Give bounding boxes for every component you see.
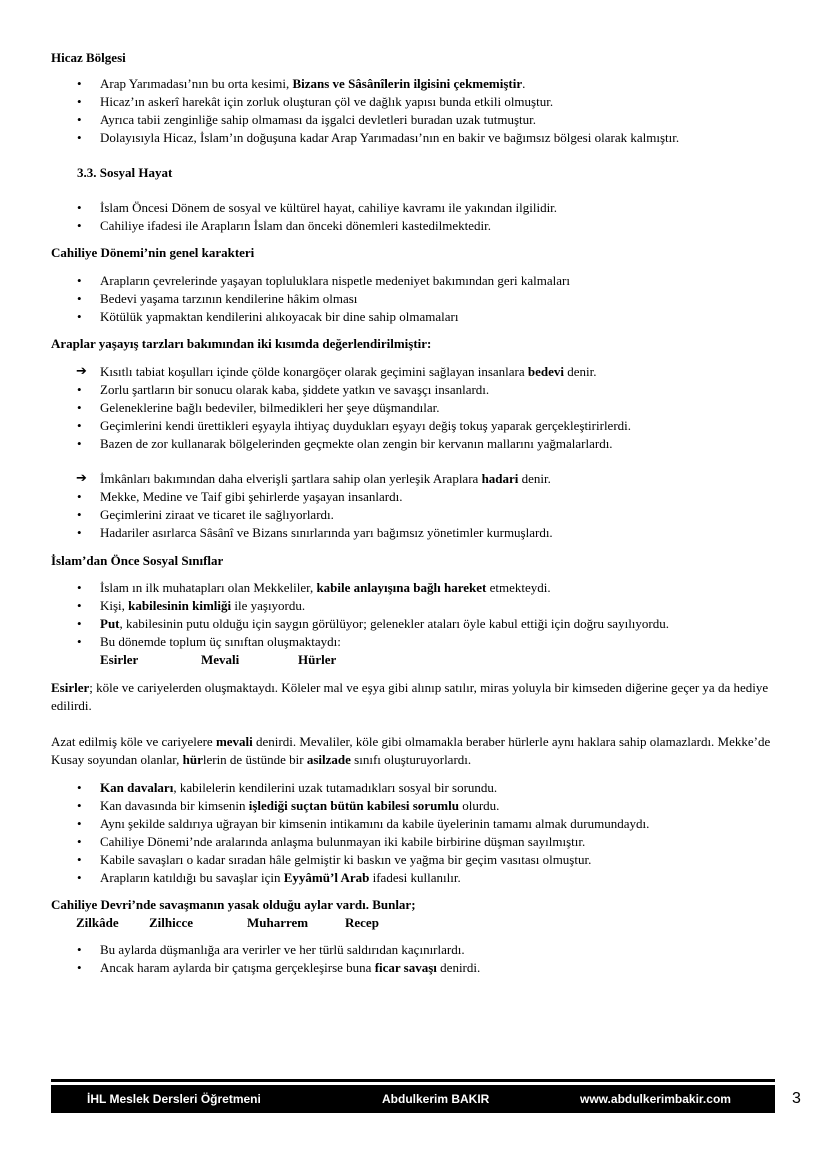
- bold-text: işlediği suçtan bütün kabilesi sorumlu: [248, 798, 459, 813]
- list-item: • Cahiliye Dönemi’nde aralarında anlaşma bulunmayan iki kabile birbirine düşman sayılmıştır.: [51, 833, 781, 851]
- section-title-hicaz: Hicaz Bölgesi: [51, 50, 126, 65]
- list-item: • Dolayısıyla Hicaz, İslam’ın doğuşuna kadar Arap Yarımadası’nın en bakir ve bağımsız bölgesi olarak kalmıştır.: [51, 129, 781, 147]
- list-item: • Arapların çevrelerinde yaşayan topluluklara nispetle medeniyet bakımından geri kalmaları: [51, 272, 781, 290]
- month-zilkade: Zilkâde: [76, 915, 119, 930]
- text: Ancak haram aylarda bir çatışma gerçekleşirse buna: [100, 960, 375, 975]
- list-item: [51, 959, 781, 977]
- text: ; köle ve cariyelerden oluşmaktaydı. Köleler mal ve eşya gibi alınıp satılır, miras yoluyla bir kimseden diğerine geçer ya da hediye edilirdi.: [51, 680, 769, 713]
- text: ile yaşıyordu.: [231, 598, 306, 613]
- list-item: • İslam Öncesi Dönem de sosyal ve kültürel hayat, cahiliye kavramı ile yakından ilgilidir.: [51, 199, 781, 217]
- list-item: [51, 579, 781, 597]
- section-title-social-life: 3.3. Sosyal Hayat: [77, 165, 173, 180]
- list-item: [51, 615, 781, 633]
- bold-text: hür: [182, 752, 203, 767]
- bedevi-list: [51, 363, 781, 453]
- month-zilhicce: Zilhicce: [149, 915, 194, 930]
- bold-text: kabilesinin kimliği: [128, 598, 232, 613]
- footer-author-title: İHL Meslek Dersleri Öğretmeni: [87, 1092, 261, 1106]
- text: , kabilesinin putu olduğu için saygın görülüyor; gelenekler ataları öyle kabul ettiği için doğru sayılıyordu.: [119, 616, 669, 631]
- list-item: • Hicaz’ın askerî harekât için zorluk oluşturan çöl ve dağlık yapısı bunda etkili olmuştur.: [51, 93, 781, 111]
- hicaz-list: [51, 75, 781, 147]
- list-item: • Kötülük yapmaktan kendilerini alıkoyacak bir dine sahip olmamaları: [51, 308, 781, 326]
- month-names: [51, 914, 781, 932]
- bold-text: Esirler: [51, 680, 90, 695]
- text: lerin de üstünde bir: [202, 752, 307, 767]
- footer-website-link[interactable]: www.abdulkerimbakir.com: [580, 1092, 731, 1106]
- text: etmekteydi.: [486, 580, 551, 595]
- list-item: • Kabile savaşları o kadar sıradan hâle gelmiştir ki baskın ve yağma bir geçim vasıtası olmuştur.: [51, 851, 781, 869]
- arrow-item: [51, 470, 781, 488]
- list-item: • Geçimlerini ziraat ve ticaret ile sağlıyorlardı.: [51, 506, 781, 524]
- text: denir.: [564, 364, 597, 379]
- list-item: • Bazen de zor kullanarak bölgelerinden geçmekte olan zengin bir kervanın mallarını yağmalarlardı.: [51, 435, 781, 453]
- text: İslam ın ilk muhatapları olan Mekkeliler,: [100, 580, 317, 595]
- month-muharrem: Muharrem: [247, 915, 309, 930]
- text: Kan davasında bir kimsenin: [100, 798, 249, 813]
- text: Kişi,: [100, 598, 129, 613]
- footer-rule: [51, 1079, 775, 1082]
- text: .: [522, 76, 526, 91]
- paragraph-mevali: [51, 733, 781, 769]
- bold-text: Kan davaları: [100, 780, 174, 795]
- list-item: • Bu dönemde toplum üç sınıftan oluşmaktaydı:: [51, 633, 781, 651]
- class-hurler: Hürler: [298, 652, 337, 667]
- class-names: [51, 651, 781, 669]
- paragraph-esirler: [51, 679, 781, 715]
- bold-text: hadari: [481, 471, 519, 486]
- social-classes-list: [51, 579, 781, 651]
- bold-text: Put: [100, 616, 120, 631]
- text: olurdu.: [458, 798, 500, 813]
- list-item: [51, 597, 781, 615]
- bold-text: Bizans ve Sâsânîlerin ilgisini çekmemiştir: [292, 76, 523, 91]
- forbidden-months-list: [51, 941, 781, 977]
- list-item: [51, 869, 781, 887]
- bold-text: Eyyâmü’l Arab: [283, 870, 370, 885]
- text: İmkânları bakımından daha elverişli şartlara sahip olan yerleşik Araplara: [100, 471, 482, 486]
- text: , kabilelerin kendilerini uzak tutamadıkları sosyal bir sorundu.: [173, 780, 498, 795]
- list-item: • Geleneklerine bağlı bedeviler, bilmedikleri her şeye düşmandılar.: [51, 399, 781, 417]
- class-esirler: Esirler: [100, 652, 139, 667]
- section-title-lifestyles: Araplar yaşayış tarzları bakımından iki kısımda değerlendirilmiştir:: [51, 336, 432, 351]
- text: Arapların katıldığı bu savaşlar için: [100, 870, 284, 885]
- list-item: • Mekke, Medine ve Taif gibi şehirlerde yaşayan insanlardı.: [51, 488, 781, 506]
- list-item: • Geçimlerini kendi ürettikleri eşyayla ihtiyaç duydukları eşyayı değiş tokuş yaparak gerçekleştirirlerdi.: [51, 417, 781, 435]
- cahiliye-character-list: [51, 272, 781, 326]
- text: denir.: [518, 471, 551, 486]
- text: Arap Yarımadası’nın bu orta kesimi,: [100, 76, 293, 91]
- bold-text: mevali: [215, 734, 253, 749]
- section-title-forbidden-months: Cahiliye Devri’nde savaşmanın yasak olduğu aylar vardı. Bunlar;: [51, 897, 416, 912]
- page-number: 3: [792, 1090, 801, 1107]
- list-item: [51, 797, 781, 815]
- list-item: • Zorlu şartların bir sonucu olarak kaba, şiddete yatkın ve savaşçı insanlardı.: [51, 381, 781, 399]
- list-item: • Aynı şekilde saldırıya uğrayan bir kimsenin intikamını da kabile üyelerinin tamamı almak durumundaydı.: [51, 815, 781, 833]
- month-recep: Recep: [345, 915, 379, 930]
- list-item: • Cahiliye ifadesi ile Arapların İslam dan önceki dönemleri kastedilmektedir.: [51, 217, 781, 235]
- text: Azat edilmiş köle ve cariyelere: [51, 734, 216, 749]
- bold-text: kabile anlayışına bağlı hareket: [316, 580, 487, 595]
- bold-text: bedevi: [527, 364, 565, 379]
- social-life-list: [51, 199, 781, 235]
- text: denirdi. Mevaliler, köle gibi olmamakla beraber hürlerle aynı haklara sahip olamazlardı. Mekke’de Kusay soyundan olanlar,: [51, 734, 771, 767]
- list-item: • Bu aylarda düşmanlığa ara verirler ve her türlü saldırıdan kaçınırlardı.: [51, 941, 781, 959]
- blood-feud-list: [51, 779, 781, 887]
- hadari-list: [51, 470, 781, 542]
- text: sınıfı oluşturuyorlardı.: [350, 752, 472, 767]
- text: denirdi.: [436, 960, 481, 975]
- footer-author-name: Abdulkerim BAKIR: [382, 1092, 490, 1106]
- arrow-item: [51, 363, 781, 381]
- list-item: • Hadariler asırlarca Sâsânî ve Bizans sınırlarında yarı bağımsız yönetimler kurmuşlardı.: [51, 524, 781, 542]
- list-item: • Ayrıca tabii zenginliğe sahip olmaması da işgalci devletleri buradan uzak tutmuştur.: [51, 111, 781, 129]
- text: Kısıtlı tabiat koşulları içinde çölde konargöçer olarak geçimini sağlayan insanlara: [100, 364, 528, 379]
- bold-text: ficar savaşı: [374, 960, 437, 975]
- section-title-cahiliye-character: Cahiliye Dönemi’nin genel karakteri: [51, 245, 255, 260]
- bold-text: asilzade: [306, 752, 351, 767]
- class-mevali: Mevali: [201, 652, 240, 667]
- document-page: [51, 49, 781, 977]
- list-item: [51, 75, 781, 93]
- section-title-social-classes: İslam’dan Önce Sosyal Sınıflar: [51, 553, 224, 568]
- footer-bar: [51, 1085, 775, 1113]
- text: ifadesi kullanılır.: [369, 870, 461, 885]
- list-item: [51, 779, 781, 797]
- list-item: • Bedevi yaşama tarzının kendilerine hâkim olması: [51, 290, 781, 308]
